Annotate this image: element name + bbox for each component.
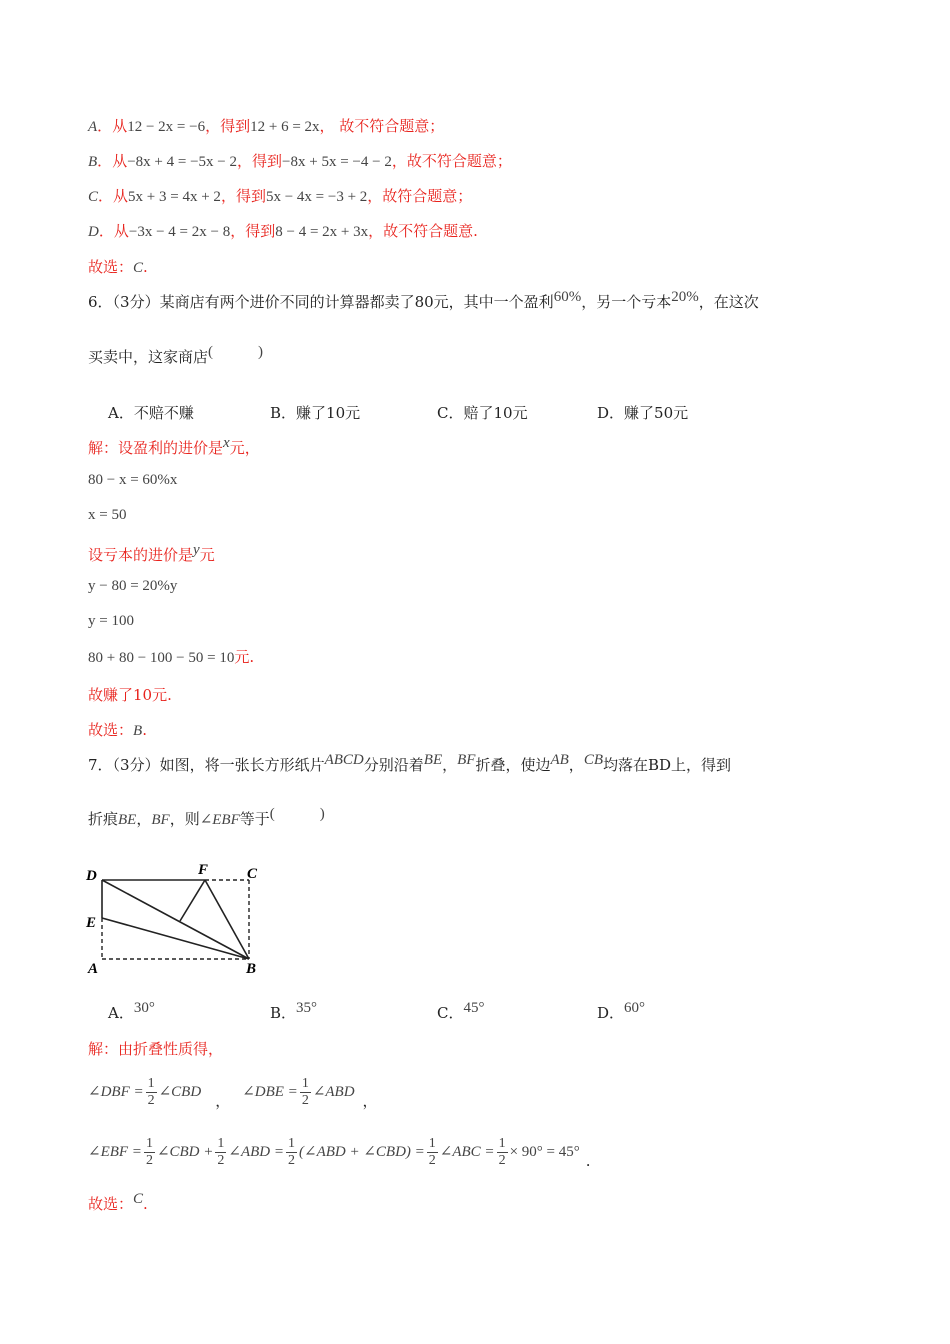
equation: 80 + 80 − 100 − 50 = 10 [88, 650, 235, 666]
sol6-eq1: 80 − x = 60%x [88, 472, 178, 488]
variable: ∠EBF [199, 812, 240, 828]
answer-end: . [143, 258, 148, 276]
text: 从 [113, 187, 129, 205]
numerator: 1 [217, 1135, 225, 1151]
variable: CB [583, 752, 603, 768]
formula-part: (∠ABD + ∠CBD) = [299, 1144, 425, 1160]
choice-value: 35° [296, 1000, 318, 1016]
text: ，得到 [230, 222, 276, 240]
equation: 5x + 3 = 4x + 2 [128, 189, 221, 205]
equation: −8x + 4 = −5x − 2 [127, 154, 238, 170]
text: ，得到 [205, 117, 251, 135]
text: ， 故不符合题意； [319, 117, 445, 135]
variable: BF [151, 812, 170, 828]
answer-end: . [142, 721, 147, 739]
sol6-eq5-line [88, 646, 254, 669]
equation: 12 − 2x = −6 [127, 119, 206, 135]
comma: ， [215, 1092, 231, 1110]
q7-figure [84, 858, 274, 978]
sol6-eq3: y − 80 = 20%y [88, 578, 178, 594]
q7-choice-b [270, 1002, 317, 1025]
q5-answer-line [88, 256, 148, 279]
sol7-answer [88, 1193, 148, 1216]
q5-option-d-line: D．从−3x − 4 = 2x − 8，得到8 − 4 = 2x + 3x，故不符合题意. [88, 222, 478, 240]
answer-value: C [133, 260, 144, 276]
answer-label: 故选： [88, 258, 134, 276]
fraction-half [146, 1076, 157, 1109]
choice-value: 60° [624, 1000, 646, 1016]
numerator: 1 [498, 1135, 506, 1151]
denominator: 2 [498, 1152, 506, 1168]
variable: BF [457, 752, 476, 768]
equation: 12 + 6 = 2x [250, 119, 320, 135]
sol7-formula1 [88, 1072, 378, 1111]
denominator: 2 [217, 1152, 225, 1168]
q6-choice-b: B．赚了10元 [270, 404, 361, 422]
answer-label: 故选： [88, 721, 134, 739]
text: 分别沿着 [363, 756, 424, 774]
sol7-line1: 解：由折叠性质得， [88, 1040, 224, 1058]
label-C: C [247, 866, 258, 882]
formula-part: ∠DBF = [88, 1084, 144, 1100]
denominator: 2 [288, 1152, 295, 1168]
choice-letter: A． [108, 1004, 134, 1022]
q6-stem-line1 [88, 291, 759, 314]
q6-tail: ，在这次 [698, 293, 759, 311]
comma: ， [362, 1092, 378, 1110]
formula-part: ∠ABD = [228, 1144, 284, 1160]
q7-choice-c [437, 1002, 484, 1025]
sol6-line1 [88, 437, 260, 460]
variable: AB [550, 752, 569, 768]
formula-part: ∠DBE = [242, 1084, 298, 1100]
sol6-eq2: x = 50 [88, 507, 127, 523]
choice-value: 45° [463, 1000, 485, 1016]
text: 解：设盈利的进价是 [88, 439, 224, 457]
fraction-half [286, 1136, 297, 1169]
q5-option-letter: B [88, 154, 98, 170]
text: ， [442, 756, 458, 774]
text: ， [136, 810, 152, 828]
denominator: 2 [147, 1092, 155, 1108]
q7-stem-line2 [88, 808, 325, 831]
variable: ABCD [324, 752, 364, 768]
equation: −8x + 5x = −4 − 2 [282, 154, 392, 170]
fraction-half [497, 1136, 508, 1169]
numerator: 1 [428, 1135, 436, 1151]
text: ， [568, 756, 584, 774]
formula-part: ∠ABC = [439, 1144, 495, 1160]
label-D: D [86, 868, 97, 884]
text: ，故不符合题意； [391, 152, 512, 170]
answer-label: 故选： [88, 1195, 134, 1213]
sol6-eq4: y = 100 [88, 613, 134, 629]
fraction-half [144, 1136, 155, 1169]
choice-value: 30° [133, 1000, 155, 1016]
q5-option-letter: C [88, 189, 99, 205]
q7-paren: ( ) [269, 806, 325, 822]
numerator: 1 [147, 1075, 155, 1091]
numerator: 1 [288, 1135, 295, 1151]
q5-option-letter: A [88, 119, 98, 135]
formula-part: ∠EBF = [88, 1144, 142, 1160]
text: ，得到 [237, 152, 283, 170]
text: 从 [112, 152, 128, 170]
q6-choice-a: A．不赔不赚 [108, 404, 194, 422]
variable: x [223, 435, 230, 451]
fold-foot [180, 880, 205, 921]
choice-letter: D． [597, 1004, 625, 1022]
text: 从 [113, 222, 129, 240]
q6-percent-loss: 20% [671, 289, 699, 305]
variable: BE [118, 812, 137, 828]
q6-line2: 买卖中，这家商店 [88, 348, 209, 366]
q6-paren: ( ) [208, 344, 264, 360]
text: 均落在BD上，得到 [602, 756, 732, 774]
text: ，得到 [220, 187, 266, 205]
sol7-formula2 [88, 1132, 591, 1171]
text: 7．（3分）如图，将一张长方形纸片 [88, 756, 325, 774]
answer-value: B [133, 723, 143, 739]
variable: y [193, 542, 200, 558]
answer-end: . [143, 1195, 148, 1213]
formula-part: × 90° = 45° [509, 1144, 580, 1160]
label-B: B [246, 961, 257, 977]
q5-option-letter: D [88, 224, 99, 240]
unit: 元. [234, 648, 255, 666]
q5-option-b-line: B．从−8x + 4 = −5x − 2，得到−8x + 5x = −4 − 2，故不符合题意； [88, 152, 512, 170]
q7-stem-line1 [88, 754, 731, 777]
text: 从 [112, 117, 128, 135]
q7-choice-a [108, 1002, 155, 1025]
label-A: A [88, 961, 99, 977]
q7-choice-d [597, 1002, 645, 1025]
text: ，故不符合题意. [368, 222, 478, 240]
equation: −3x − 4 = 2x − 8 [128, 224, 231, 240]
text: 元， [229, 439, 260, 457]
denominator: 2 [428, 1152, 436, 1168]
fraction-half [300, 1076, 311, 1109]
q6-percent-profit: 60% [553, 289, 582, 305]
equation: 8 − 4 = 2x + 3x [275, 224, 369, 240]
fraction-half [427, 1136, 438, 1169]
q5-option-c-line: C．从5x + 3 = 4x + 2，得到5x − 4x = −3 + 2，故符合题意； [88, 187, 473, 205]
fraction-half [215, 1136, 226, 1169]
formula-part: ∠ABD [312, 1084, 355, 1100]
variable: BE [423, 752, 443, 768]
answer-value: C [133, 1191, 144, 1207]
text: ，则 [169, 810, 200, 828]
q6-stem-line2 [88, 346, 263, 369]
q6-lead: 6．（3分）某商店有两个进价不同的计算器都卖了80元，其中一个盈利 [88, 293, 554, 311]
fold-BE [102, 918, 249, 959]
sol6-line2 [88, 544, 215, 567]
numerator: 1 [301, 1075, 309, 1091]
numerator: 1 [145, 1135, 153, 1151]
equation: 5x − 4x = −3 + 2 [265, 189, 368, 205]
period: . [585, 1152, 591, 1170]
text: ，故符合题意； [367, 187, 473, 205]
sol6-conclusion: 故赚了10元. [88, 686, 172, 704]
text: 折痕 [88, 810, 119, 828]
formula-part: ∠CBD [158, 1084, 202, 1100]
q6-choice-d: D．赚了50元 [597, 404, 689, 422]
choice-letter: B． [270, 1004, 297, 1022]
denominator: 2 [301, 1092, 309, 1108]
text: 等于 [239, 810, 270, 828]
q6-choice-c: C．赔了10元 [437, 404, 528, 422]
label-F: F [198, 862, 209, 878]
text: 设亏本的进价是 [88, 546, 194, 564]
q6-mid: ，另一个亏本 [581, 293, 672, 311]
text: 折叠，使边 [475, 756, 551, 774]
denominator: 2 [145, 1152, 153, 1168]
choice-letter: C． [437, 1004, 464, 1022]
q5-option-a-line: A．从12 − 2x = −6，得到12 + 6 = 2x， 故不符合题意； [88, 117, 445, 135]
sol6-answer [88, 719, 147, 742]
formula-part: ∠CBD + [156, 1144, 214, 1160]
label-E: E [86, 915, 97, 931]
text: 元 [199, 546, 215, 564]
